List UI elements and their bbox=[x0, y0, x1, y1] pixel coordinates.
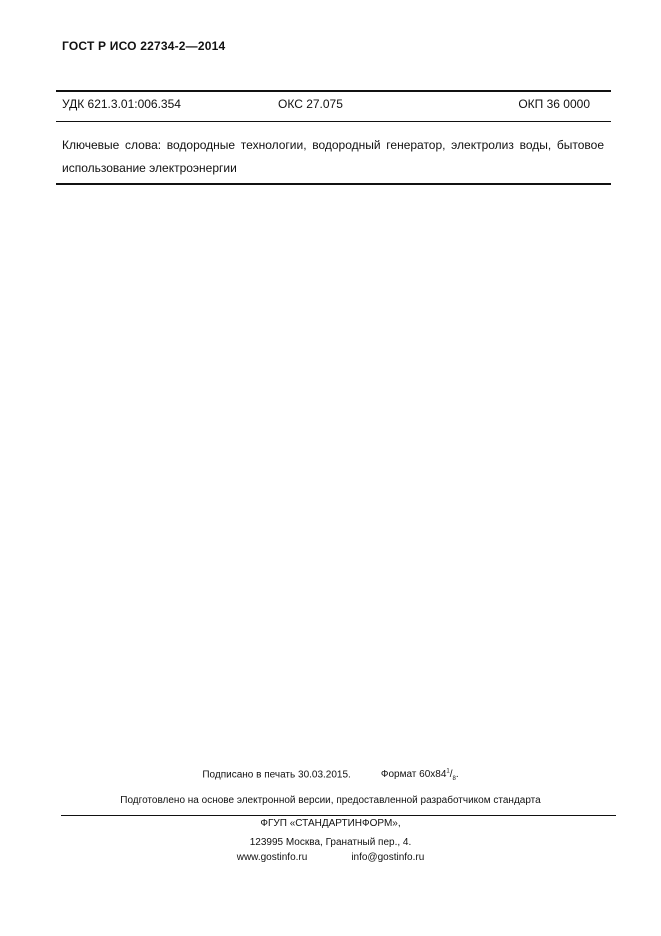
prepared-note: Подготовлено на основе электронной версии, предоставленной разработчиком стандарта bbox=[120, 795, 541, 806]
website-link[interactable]: www.gostinfo.ru bbox=[236, 852, 308, 863]
udk-code: УДК 621.3.01:006.354 bbox=[62, 97, 181, 111]
publisher-address: 123995 Москва, Гранатный пер., 4. bbox=[249, 837, 412, 848]
codes-divider bbox=[56, 121, 611, 122]
keywords-bottom-rule bbox=[56, 183, 611, 185]
imprint-divider bbox=[61, 815, 616, 816]
top-rule bbox=[56, 90, 611, 92]
standard-code: ГОСТ Р ИСО 22734-2—2014 bbox=[62, 39, 226, 53]
email-link[interactable]: info@gostinfo.ru bbox=[351, 852, 425, 863]
oks-code: ОКС 27.075 bbox=[278, 97, 343, 111]
print-details-line bbox=[0, 769, 661, 782]
classification-codes bbox=[62, 97, 590, 113]
okp-code: ОКП 36 0000 bbox=[518, 97, 590, 111]
keywords-paragraph: Ключевые слова: водородные технологии, водородный генератор, электролиз воды, бытовое использование электроэнергии bbox=[62, 138, 604, 175]
paper-format: Формат $60х84^1/_8$. bbox=[380, 769, 459, 783]
publisher-name: ФГУП «СТАНДАРТИНФОРМ», bbox=[260, 818, 401, 829]
publisher-contacts bbox=[0, 852, 661, 863]
signed-date: Подписано в печать 30.03.2015. bbox=[202, 769, 351, 781]
